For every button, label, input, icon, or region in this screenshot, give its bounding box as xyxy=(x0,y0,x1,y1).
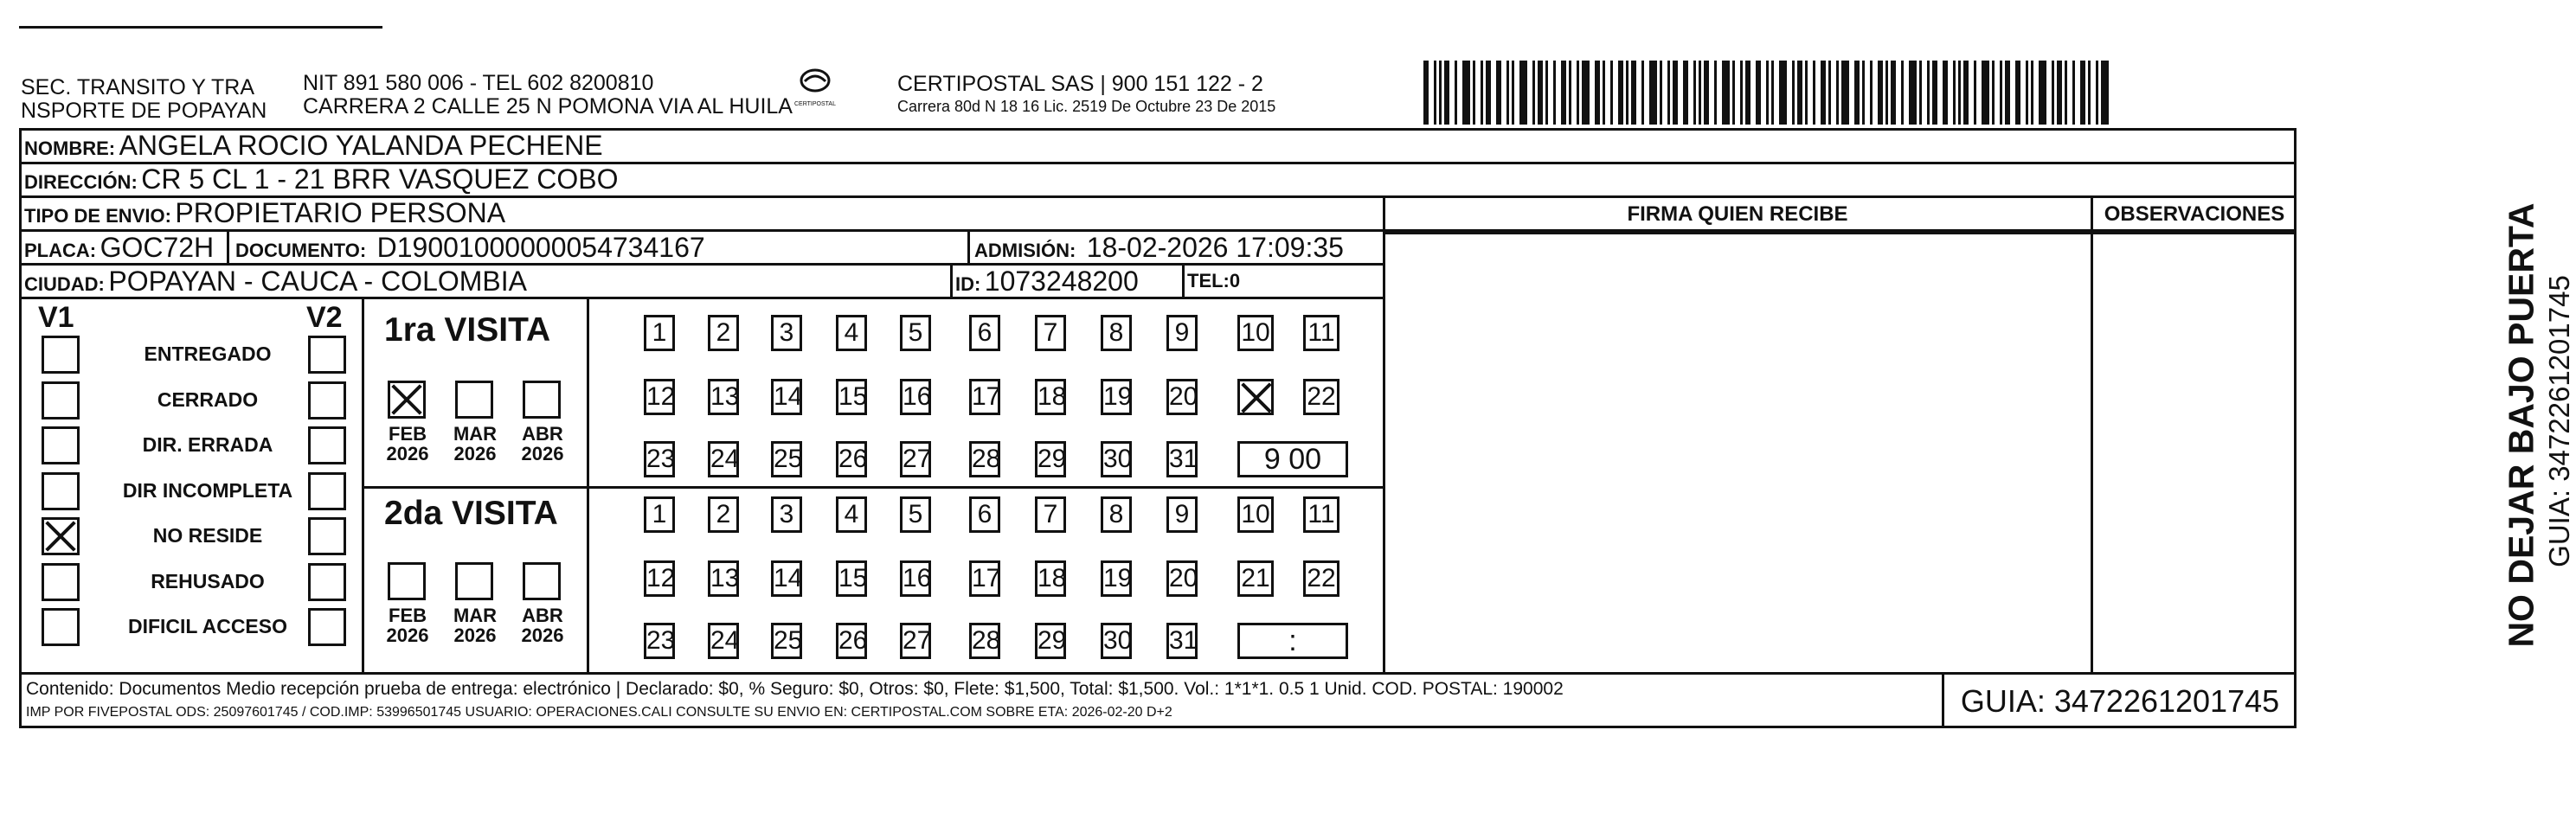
barcode-bar xyxy=(1545,61,1548,125)
company-block xyxy=(897,73,1399,117)
visit-2-day-box[interactable]: 14 xyxy=(771,560,802,597)
sender-line-1: SEC. TRANSITO Y TRA xyxy=(21,75,254,99)
visit-2-day-box[interactable]: 29 xyxy=(1035,623,1066,659)
month-label: ABR xyxy=(522,423,563,445)
barcode-bar xyxy=(1660,61,1662,125)
company-logo xyxy=(793,67,838,112)
direccion-value: CR 5 CL 1 - 21 BRR VASQUEZ COBO xyxy=(141,163,619,195)
barcode-bar xyxy=(1821,61,1826,125)
placa-label: PLACA: xyxy=(24,240,97,261)
barcode-bar xyxy=(1561,61,1566,125)
visit-1-day-box[interactable]: 13 xyxy=(708,379,739,415)
visit-1-month xyxy=(445,424,505,464)
visit-1-day-box[interactable]: 3 xyxy=(771,315,802,351)
barcode-bar xyxy=(1610,61,1613,125)
visit-2-day-box[interactable]: 8 xyxy=(1101,496,1132,533)
company-line-2: Carrera 80d N 18 16 Lic. 2519 De Octubre 23 De 2015 xyxy=(897,98,1276,115)
barcode-bar xyxy=(2080,61,2085,125)
tel-label: TEL: xyxy=(1187,270,1230,291)
visit-2-day-box[interactable]: 26 xyxy=(836,623,867,659)
month-label: MAR xyxy=(453,423,498,445)
visit-2-day-box[interactable]: 6 xyxy=(969,496,1000,533)
barcode-bar xyxy=(1577,61,1579,125)
barcode-bar xyxy=(1582,61,1590,125)
visit-2-month-checkbox[interactable] xyxy=(523,562,561,600)
barcode-bar xyxy=(1595,61,1600,125)
visit-1-day-box[interactable]: 27 xyxy=(900,441,931,477)
documento-value: D19001000000054734167 xyxy=(376,232,705,263)
status-v1-checkbox[interactable] xyxy=(42,381,80,419)
barcode-bar xyxy=(1512,61,1514,125)
visit-1-month-checkbox[interactable] xyxy=(455,381,493,419)
visit-1-title: 1ra VISITA xyxy=(384,311,551,349)
documento-label: DOCUMENTO: xyxy=(235,240,367,261)
barcode-bar xyxy=(1506,61,1509,125)
visit-2-day-box[interactable]: 30 xyxy=(1101,623,1132,659)
barcode-bar xyxy=(1958,61,1961,125)
logo-icon xyxy=(798,67,832,97)
visit-1-day-box[interactable]: 19 xyxy=(1101,379,1132,415)
visit-2-month xyxy=(377,605,438,645)
nit-block xyxy=(303,72,839,118)
visit-1-day-box[interactable]: 5 xyxy=(900,315,931,351)
barcode-bar xyxy=(2101,61,2109,125)
barcode-bar xyxy=(1771,61,1774,125)
barcode-bar xyxy=(1722,61,1730,125)
visit-1-day-box[interactable]: 25 xyxy=(771,441,802,477)
barcode-bar xyxy=(1532,61,1535,125)
visit-2-day-box[interactable]: 4 xyxy=(836,496,867,533)
barcode-bar xyxy=(2026,61,2028,125)
barcode-bar xyxy=(2005,61,2010,125)
visit-1-day-box[interactable]: 15 xyxy=(836,379,867,415)
status-v2-checkbox[interactable] xyxy=(308,472,346,510)
id-divider xyxy=(950,263,953,298)
barcode-bar xyxy=(2000,61,2002,125)
status-label: DIR INCOMPLETA xyxy=(122,479,293,502)
status-v1-checkbox[interactable] xyxy=(42,336,80,374)
visit-2-day-box[interactable]: 27 xyxy=(900,623,931,659)
firma-header: FIRMA QUIEN RECIBE xyxy=(1627,202,1848,226)
status-v2-checkbox[interactable] xyxy=(308,381,346,419)
barcode-bar xyxy=(1992,61,1995,125)
barcode-bar xyxy=(1756,61,1761,125)
barcode-bar xyxy=(1813,61,1815,125)
visit-2-day-box[interactable]: 24 xyxy=(708,623,739,659)
side-guia: GUIA: 3472261201745 xyxy=(2543,275,2575,567)
barcode-bar xyxy=(1603,61,1605,125)
status-label: ENTREGADO xyxy=(144,343,272,365)
barcode-bar xyxy=(1699,61,1701,125)
barcode-bar xyxy=(1870,61,1873,125)
barcode-bar xyxy=(1455,61,1457,125)
barcode-bar xyxy=(1836,61,1839,125)
visit-1-day-box[interactable]: 10 xyxy=(1237,315,1274,351)
barcode-bar xyxy=(1519,61,1527,125)
nombre-row xyxy=(24,130,603,162)
visit-2-title: 2da VISITA xyxy=(384,495,558,532)
id-value: 1073248200 xyxy=(984,266,1139,297)
months-divider xyxy=(587,297,589,673)
visit-2-day-box[interactable]: 16 xyxy=(900,560,931,597)
barcode-bar xyxy=(1862,61,1865,125)
ciudad-value: POPAYAN - CAUCA - COLOMBIA xyxy=(108,266,527,297)
visit-1-day-box[interactable]: 29 xyxy=(1035,441,1066,477)
barcode-bar xyxy=(1927,61,1930,125)
year-label: 2026 xyxy=(386,443,429,464)
month-label: ABR xyxy=(522,605,563,626)
barcode-bar xyxy=(1982,61,1989,125)
barcode-bar xyxy=(1963,61,1969,125)
visit-1-day-box[interactable]: 23 xyxy=(644,441,675,477)
nombre-label: NOMBRE: xyxy=(24,138,116,159)
barcode-bar xyxy=(1569,61,1571,125)
visit-1-month-checkbox[interactable] xyxy=(388,381,426,419)
status-label: NO RESIDE xyxy=(152,524,263,547)
visit-2-day-box[interactable]: 11 xyxy=(1303,496,1339,533)
barcode-bar xyxy=(1626,61,1628,125)
visit-2-day-box[interactable]: 22 xyxy=(1303,560,1339,597)
status-label: CERRADO xyxy=(157,388,259,411)
nit-line-2: CARRERA 2 CALLE 25 N POMONA VIA AL HUILA xyxy=(303,94,793,118)
visit-2-day-box[interactable]: 12 xyxy=(644,560,675,597)
visit-2-day-box[interactable]: 15 xyxy=(836,560,867,597)
barcode-bar xyxy=(1714,61,1717,125)
barcode-bar xyxy=(1828,61,1831,125)
barcode-bar xyxy=(1766,61,1769,125)
observaciones-header: OBSERVACIONES xyxy=(2104,202,2285,226)
month-label: FEB xyxy=(389,423,427,445)
visit-2-day-box[interactable]: 9 xyxy=(1166,496,1198,533)
firma-area[interactable] xyxy=(1385,234,2091,672)
guia-divider xyxy=(1942,672,1944,728)
visit-1-day-box[interactable]: 31 xyxy=(1166,441,1198,477)
barcode-bar xyxy=(1943,61,1948,125)
visit-1-day-box[interactable]: 6 xyxy=(969,315,1000,351)
visit-2-day-box[interactable]: 7 xyxy=(1035,496,1066,533)
barcode-bar xyxy=(1649,61,1657,125)
visit-1-day-box[interactable]: 30 xyxy=(1101,441,1132,477)
barcode-bar xyxy=(2015,61,2020,125)
year-label: 2026 xyxy=(386,624,429,646)
barcode-bar xyxy=(1462,61,1470,125)
status-v2-checkbox[interactable] xyxy=(308,426,346,464)
status-v1-checkbox[interactable] xyxy=(42,563,80,601)
visit-2-day-box[interactable]: 25 xyxy=(771,623,802,659)
year-label: 2026 xyxy=(453,624,497,646)
company-line-1: CERTIPOSTAL SAS | 900 151 122 - 2 xyxy=(897,72,1263,96)
barcode-bar xyxy=(1553,61,1556,125)
barcode-bar xyxy=(1779,61,1787,125)
barcode-bar xyxy=(1745,61,1751,125)
barcode-bar xyxy=(1693,61,1696,125)
visit-1-day-box[interactable]: 1 xyxy=(644,315,675,351)
barcode-bar xyxy=(1423,61,1429,125)
barcode-bar xyxy=(1740,61,1743,125)
barcode-bar xyxy=(1683,61,1688,125)
visit-2-day-box[interactable]: 21 xyxy=(1237,560,1274,597)
tel-row xyxy=(1187,270,1240,292)
status-v1-checkbox[interactable] xyxy=(42,472,80,510)
footer-text-1: Contenido: Documentos Medio recepción prueba de entrega: electrónico | Declarado: $0, % Seguro: $0, Otros: $0, Flete: $1,500, Total: $1,500. Vol.: 1*1*1. 0.5 1 Unid. COD. POSTAL: 190002 xyxy=(26,679,1564,699)
visit-2-day-box[interactable]: 20 xyxy=(1166,560,1198,597)
year-label: 2026 xyxy=(453,443,497,464)
barcode-bar xyxy=(1805,61,1808,125)
visit-1-day-box[interactable]: 7 xyxy=(1035,315,1066,351)
barcode xyxy=(1423,0,2116,130)
barcode-bar xyxy=(1444,61,1449,125)
visit-1-day-box[interactable]: 18 xyxy=(1035,379,1066,415)
barcode-bar xyxy=(1486,61,1491,125)
barcode-bar xyxy=(2072,61,2075,125)
side-title: NO DEJAR BAJO PUERTA xyxy=(2501,202,2541,648)
barcode-bar xyxy=(2096,61,2098,125)
v1-label: V1 xyxy=(38,301,74,334)
footer-text-2: IMP POR FIVEPOSTAL ODS: 25097601745 / COD.IMP: 53996501745 USUARIO: OPERACIONES.CALI CONSULTE SU ENVIO EN: CERTIPOSTAL.COM SOBRE ETA: 2026-02-20 D+2 xyxy=(26,705,1172,720)
visit-1-day-box[interactable]: 4 xyxy=(836,315,867,351)
visit-2-month-checkbox[interactable] xyxy=(388,562,426,600)
barcode-bar xyxy=(1641,61,1644,125)
row-line xyxy=(19,297,1384,299)
placa-divider xyxy=(227,229,229,264)
tel-divider xyxy=(1182,263,1185,298)
visit-2-month xyxy=(445,605,505,645)
admision-row xyxy=(974,232,1344,264)
barcode-bar xyxy=(1974,61,1976,125)
barcode-bar xyxy=(2088,61,2091,125)
visit-2-day-box[interactable]: 13 xyxy=(708,560,739,597)
visit-1-day-box[interactable]: 2 xyxy=(708,315,739,351)
logo-text: CERTIPOSTAL xyxy=(794,101,836,107)
visit-2-month-checkbox[interactable] xyxy=(455,562,493,600)
visit-1-day-box[interactable]: 9 xyxy=(1166,315,1198,351)
visit-1-day-box[interactable]: 8 xyxy=(1101,315,1132,351)
visit-2-day-box[interactable]: 17 xyxy=(969,560,1000,597)
tipo-row xyxy=(24,197,505,229)
observaciones-area[interactable] xyxy=(2093,234,2297,672)
status-label: DIFICIL ACCESO xyxy=(127,615,287,637)
visit-1-day-box[interactable]: 11 xyxy=(1303,315,1339,351)
id-row xyxy=(955,266,1139,298)
barcode-bar xyxy=(1473,61,1475,125)
barcode-bar xyxy=(1673,61,1678,125)
month-label: FEB xyxy=(389,605,427,626)
status-v2-checkbox[interactable] xyxy=(308,608,346,646)
status-v2-checkbox[interactable] xyxy=(308,563,346,601)
barcode-bar xyxy=(2039,61,2046,125)
visit-2-day-box[interactable]: 18 xyxy=(1035,560,1066,597)
placa-value: GOC72H xyxy=(100,232,215,263)
ciudad-label: CIUDAD: xyxy=(24,273,105,295)
barcode-bar xyxy=(1792,61,1795,125)
visits-mid-line xyxy=(362,486,1383,489)
visit-1-day-box[interactable]: 22 xyxy=(1303,379,1339,415)
visit-1-day-box[interactable]: 16 xyxy=(900,379,931,415)
barcode-bar xyxy=(1434,61,1436,125)
visit-1-day-box[interactable]: 12 xyxy=(644,379,675,415)
visit-1-day-box[interactable]: 20 xyxy=(1166,379,1198,415)
barcode-bar xyxy=(2052,61,2054,125)
visit-2-day-box[interactable]: 23 xyxy=(644,623,675,659)
barcode-bar xyxy=(1891,61,1896,125)
barcode-bar xyxy=(1439,61,1442,125)
barcode-bar xyxy=(1854,61,1860,125)
footer-line xyxy=(19,672,2297,675)
visit-1-time-box[interactable]: 9 00 xyxy=(1237,441,1348,477)
tipo-label: TIPO DE ENVIO: xyxy=(24,205,171,227)
barcode-bar xyxy=(1878,61,1883,125)
barcode-bar xyxy=(1732,61,1735,125)
admision-box xyxy=(967,229,970,264)
placa-row xyxy=(24,232,214,264)
visit-1-month xyxy=(377,424,438,464)
visit-2-day-box[interactable]: 28 xyxy=(969,623,1000,659)
barcode-bar xyxy=(1932,61,1937,125)
visit-2-time-box[interactable]: : xyxy=(1237,623,1348,659)
status-v1-checkbox[interactable] xyxy=(42,517,80,555)
barcode-bar xyxy=(1885,61,1888,125)
sender-line-2: NSPORTE DE POPAYAN xyxy=(21,99,267,123)
visits-divider xyxy=(362,297,364,673)
barcode-bar xyxy=(1667,61,1670,125)
status-label: REHUSADO xyxy=(151,570,265,592)
visit-1-day-box[interactable]: 24 xyxy=(708,441,739,477)
nit-line-1: NIT 891 580 006 - TEL 602 8200810 xyxy=(303,71,654,95)
top-rule xyxy=(19,26,382,29)
status-label: DIR. ERRADA xyxy=(142,433,273,456)
barcode-bar xyxy=(1797,61,1802,125)
documento-row xyxy=(235,232,705,264)
sender-block xyxy=(21,76,298,123)
visit-1-day-box[interactable]: 26 xyxy=(836,441,867,477)
visit-2-day-box[interactable]: 3 xyxy=(771,496,802,533)
direccion-label: DIRECCIÓN: xyxy=(24,171,138,193)
barcode-bar xyxy=(1909,61,1917,125)
barcode-bar xyxy=(1919,61,1922,125)
month-label: MAR xyxy=(453,605,498,626)
visit-2-month xyxy=(512,605,573,645)
status-v2-checkbox[interactable] xyxy=(308,336,346,374)
visit-1-day-box[interactable]: 14 xyxy=(771,379,802,415)
barcode-bar xyxy=(1901,61,1904,125)
barcode-bar xyxy=(1481,61,1483,125)
ciudad-row xyxy=(24,266,527,298)
visit-2-day-box[interactable]: 10 xyxy=(1237,496,1274,533)
admision-label: ADMISIÓN: xyxy=(974,240,1076,261)
id-label: ID: xyxy=(955,273,981,295)
year-label: 2026 xyxy=(521,443,564,464)
barcode-bar xyxy=(1704,61,1709,125)
visit-2-day-box[interactable]: 2 xyxy=(708,496,739,533)
visit-2-day-box[interactable]: 1 xyxy=(644,496,675,533)
visit-2-day-box[interactable]: 19 xyxy=(1101,560,1132,597)
visit-2-day-box[interactable]: 5 xyxy=(900,496,931,533)
tel-value: 0 xyxy=(1229,270,1241,291)
visit-1-day-box[interactable]: 28 xyxy=(969,441,1000,477)
tipo-value: PROPIETARIO PERSONA xyxy=(175,197,506,228)
year-label: 2026 xyxy=(521,624,564,646)
status-v2-checkbox[interactable] xyxy=(308,517,346,555)
visit-1-month xyxy=(512,424,573,464)
nombre-value: ANGELA ROCIO YALANDA PECHENE xyxy=(119,130,603,161)
barcode-bar xyxy=(1538,61,1543,125)
barcode-bar xyxy=(1618,61,1623,125)
footer-guia: GUIA: 3472261201745 xyxy=(1960,683,2280,719)
status-v1-checkbox[interactable] xyxy=(42,608,80,646)
status-v1-checkbox[interactable] xyxy=(42,426,80,464)
barcode-bar xyxy=(1496,61,1501,125)
visit-1-month-checkbox[interactable] xyxy=(523,381,561,419)
barcode-bar xyxy=(1953,61,1956,125)
admision-value: 18-02-2026 17:09:35 xyxy=(1086,232,1344,263)
v2-label: V2 xyxy=(306,301,343,334)
barcode-bar xyxy=(1631,61,1636,125)
barcode-bar xyxy=(2031,61,2033,125)
barcode-bar xyxy=(1841,61,1849,125)
direccion-row xyxy=(24,163,618,195)
visit-2-day-box[interactable]: 31 xyxy=(1166,623,1198,659)
barcode-bar xyxy=(2057,61,2062,125)
barcode-bar xyxy=(2065,61,2067,125)
visit-1-day-box[interactable] xyxy=(1237,379,1274,415)
visit-1-day-box[interactable]: 17 xyxy=(969,379,1000,415)
